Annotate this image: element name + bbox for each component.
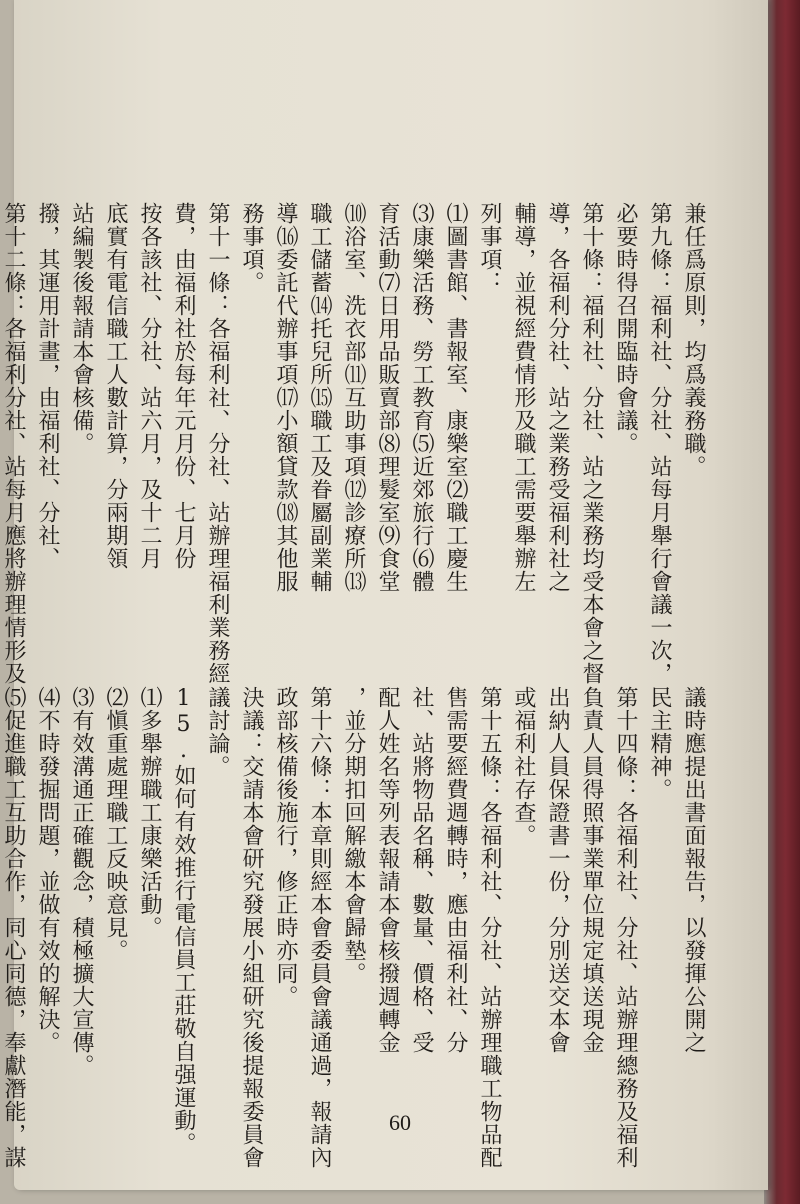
text-line: 職工儲蓄⒁托兒所⒂職工及眷屬副業輔 — [307, 202, 332, 593]
text-line: 社、站將物品名稱、數量、價格、受 — [409, 686, 434, 1054]
text-line: 配人姓名等列表報請本會核撥週轉金 — [375, 686, 400, 1054]
text-line: ⑶有效溝通正確觀念，積極擴大宣傳。 — [69, 686, 94, 1077]
text-line: 輔導，並視經費情形及職工需要舉辦左 — [511, 202, 536, 593]
text-line: 15.如何有效推行電信員工莊敬自强運動。 — [171, 686, 196, 1155]
text-line: 民主精神。 — [647, 686, 672, 801]
text-line: 第十四條：各福利社、分社、站辦理總務及福利 — [613, 686, 638, 1169]
text-line: 費，由福利社於每年元月份、七月份 — [171, 202, 196, 570]
text-line: 決議：交請本會研究發展小組研究後提報委員會 — [239, 686, 264, 1169]
upper-text-block — [1, 202, 710, 685]
text-line: 按各該社、分社、站六月，及十二月 — [137, 202, 162, 570]
text-line: 必要時得召開臨時會議。 — [613, 202, 638, 455]
text-line: 第十一條：各福利社、分社、站辦理福利業務經 — [205, 202, 230, 685]
text-line: 出納人員保證書一份，分別送交本會 — [545, 686, 570, 1054]
text-line: 導⒃委託代辦事項⒄小額貸款⒅其他服 — [273, 202, 298, 593]
text-line: ⑸促進職工互助合作，同心同德，奉獻潛能，謀 — [1, 686, 26, 1169]
text-line: 議討論。 — [205, 686, 230, 778]
page-number: 60 — [389, 1110, 411, 1135]
text-line: 售需要經費週轉時，應由福利社、分 — [443, 686, 468, 1054]
text-line: 兼任爲原則，均爲義務職。 — [681, 202, 706, 478]
text-line: 負責人員得照事業單位規定填送現金 — [579, 686, 604, 1054]
text-line: ⑽浴室、洗衣部⑾互助事項⑿診療所⒀ — [341, 202, 366, 593]
text-line: 導，各福利分社、站之業務受福利社之 — [545, 202, 570, 593]
text-line: 站編製後報請本會核備。 — [69, 202, 94, 455]
text-line: 第十二條：各福利分社、站每月應將辦理情形及 — [1, 202, 26, 685]
text-line: 底實有電信職工人數計算，分兩期領 — [103, 202, 128, 570]
text-line: 或福利社存查。 — [511, 686, 536, 847]
text-line: 第十五條：各福利社、分社、站辦理職工物品配 — [477, 686, 502, 1169]
text-line: 第十條：福利社、分社、站之業務均受本會之督 — [579, 202, 604, 685]
text-line: 政部核備後施行，修正時亦同。 — [273, 686, 298, 1008]
text-line: 列事項： — [477, 202, 502, 294]
text-line: 議時應提出書面報告，以發揮公開之 — [681, 686, 706, 1054]
text-line: ⑴多舉辦職工康樂活動。 — [137, 686, 162, 939]
text-line: 第十六條：本章則經本會委員會議通過，報請內 — [307, 686, 332, 1169]
text-line: 撥，其運用計畫，由福利社、分社、 — [35, 202, 60, 570]
text-line: ⑵愼重處理職工反映意見。 — [103, 686, 128, 962]
text-line: ⑷不時發掘問題，並做有效的解決。 — [35, 686, 60, 1054]
text-line: 育活動⑺日用品販賣部⑻理髮室⑼食堂 — [375, 202, 400, 593]
text-line: ⑶康樂活務、勞工教育⑸近郊旅行⑹體 — [409, 202, 434, 593]
text-line: 第九條：福利社、分社、站每月舉行會議一次， — [647, 202, 672, 685]
text-line: 務事項。 — [239, 202, 264, 294]
text-line: ，並分期扣回解繳本會歸墊。 — [341, 686, 366, 985]
book-spine — [764, 0, 800, 1204]
text-line: ⑴圖書館、書報室、康樂室⑵職工慶生 — [443, 202, 468, 593]
